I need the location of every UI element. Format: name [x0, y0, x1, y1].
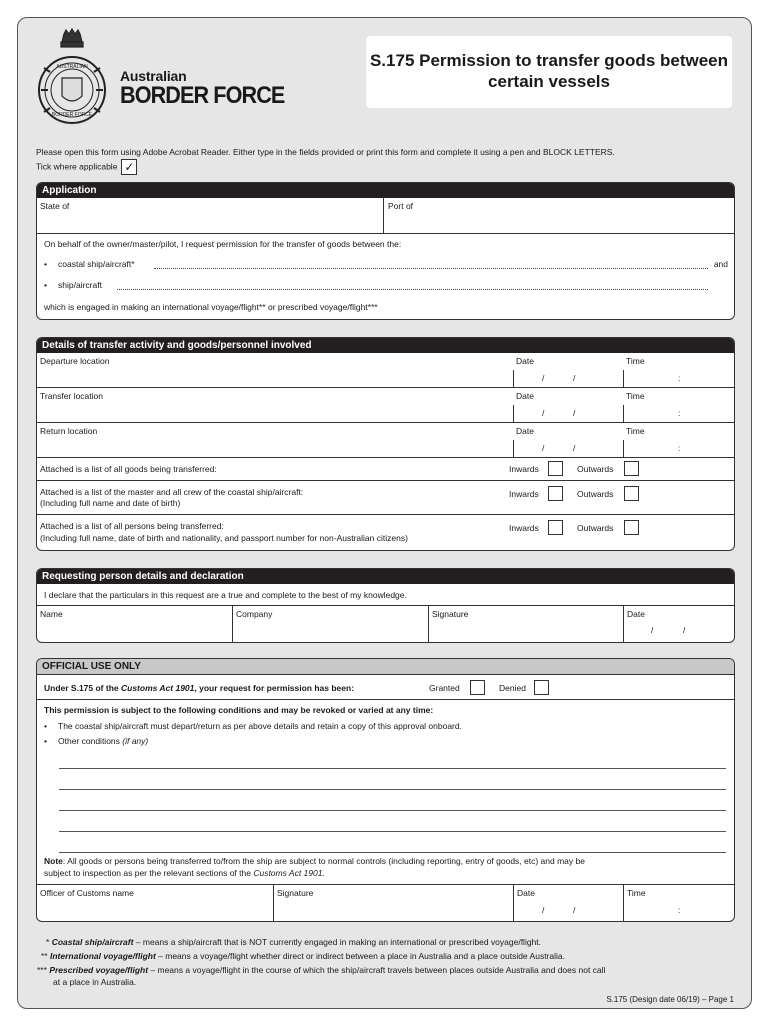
divider: [37, 387, 734, 388]
officer-name-field[interactable]: [37, 900, 272, 920]
persons-inwards-checkbox[interactable]: [548, 520, 563, 535]
time-separator: :: [678, 408, 681, 418]
persons-outwards-checkbox[interactable]: [624, 520, 639, 535]
footnote-prescribed: *** Prescribed voyage/flight – means a voyage/flight in the course of which the ship/aircraft travels between places outside Australia and does not call: [37, 965, 606, 975]
tick-example-checkbox: ✓: [121, 159, 137, 175]
intro-text: Please open this form using Adobe Acrobat Reader. Either type in the fields provided or print this form and complete it using a pen and BLOCK LETTERS. Tick where applicable ✓: [36, 147, 615, 174]
details-section: [36, 337, 735, 551]
date-separator: /: [683, 625, 686, 635]
and-label: and: [713, 259, 728, 269]
time-label: Time: [626, 356, 645, 366]
officer-signature-label: Signature: [277, 888, 314, 898]
svg-text:AUSTRALIAN: AUSTRALIAN: [56, 64, 88, 70]
officer-signature-field[interactable]: [274, 900, 512, 920]
note-text: Note: All goods or persons being transferred to/from the ship are subject to normal controls (including reporting, entry of goods, etc) and may be: [44, 856, 585, 866]
date-label: Date: [516, 356, 534, 366]
application-section: [36, 182, 735, 320]
permission-status-text: Under S.175 of the Customs Act 1901, your request for permission has been:: [44, 683, 355, 693]
footnote-prescribed-2: at a place in Australia.: [53, 977, 137, 987]
date-separator: /: [542, 443, 545, 453]
conditions-line[interactable]: [59, 852, 726, 853]
brand-line2: BORDER FORCE: [120, 82, 285, 109]
signature-label: Signature: [432, 609, 469, 619]
date-label: Date: [516, 426, 534, 436]
attach-crew-label: Attached is a list of the master and all crew of the coastal ship/aircraft:: [40, 487, 304, 497]
conditions-heading: This permission is subject to the following conditions and may be revoked or varied at any time:: [44, 705, 434, 715]
behalf-text: On behalf of the owner/master/pilot, I request permission for the transfer of goods between the:: [44, 239, 402, 249]
official-date-field[interactable]: [514, 900, 622, 920]
section-header: OFFICIAL USE ONLY: [37, 659, 734, 675]
conditions-line[interactable]: [59, 789, 726, 790]
inwards-label: Inwards: [509, 464, 539, 474]
granted-checkbox[interactable]: [470, 680, 485, 695]
attach-persons-label: Attached is a list of all persons being transferred:: [40, 521, 224, 531]
inwards-label: Inwards: [509, 489, 539, 499]
conditions-line[interactable]: [59, 810, 726, 811]
officer-name-label: Officer of Customs name: [40, 888, 134, 898]
date-separator: /: [542, 905, 545, 915]
return-time-field[interactable]: [624, 440, 732, 458]
brand-line1: Australian: [120, 68, 187, 84]
return-location-label: Return location: [40, 426, 98, 436]
departure-location-label: Departure location: [40, 356, 110, 366]
footnote-international: ** International voyage/flight – means a voyage/flight whether direct or indirect between a place in Australia and a place outside Australia.: [41, 951, 565, 961]
transfer-location-label: Transfer location: [40, 391, 103, 401]
engaged-text: which is engaged in making an international voyage/flight** or prescribed voyage/flight***: [44, 302, 378, 312]
departure-time-field[interactable]: [624, 370, 732, 388]
condition-1: The coastal ship/aircraft must depart/return as per above details and retain a copy of this approval onboard.: [58, 721, 462, 731]
conditions-line[interactable]: [59, 768, 726, 769]
outwards-label: Outwards: [577, 464, 614, 474]
conditions-line[interactable]: [59, 831, 726, 832]
divider: [37, 884, 734, 885]
coastal-ship-input[interactable]: [154, 268, 708, 269]
date-label: Date: [627, 609, 645, 619]
divider: [37, 514, 734, 515]
ship-input[interactable]: [117, 289, 708, 290]
outwards-label: Outwards: [577, 489, 614, 499]
date-separator: /: [651, 625, 654, 635]
bullet: •: [44, 721, 47, 731]
port-field[interactable]: [384, 198, 734, 233]
note-text-2: subject to inspection as per the relevant sections of the Customs Act 1901.: [44, 868, 325, 878]
transfer-location-field[interactable]: [37, 405, 507, 423]
port-label: Port of: [388, 201, 414, 211]
date-separator: /: [573, 373, 576, 383]
date-separator: /: [573, 905, 576, 915]
state-field[interactable]: [37, 198, 383, 233]
date-separator: /: [542, 408, 545, 418]
company-label: Company: [236, 609, 273, 619]
goods-inwards-checkbox[interactable]: [548, 461, 563, 476]
bullet: •: [44, 259, 47, 269]
transfer-date-field[interactable]: [514, 405, 622, 423]
inwards-label: Inwards: [509, 523, 539, 533]
divider: [37, 422, 734, 423]
svg-text:BORDER FORCE: BORDER FORCE: [51, 112, 93, 118]
declaration-section: [36, 568, 735, 643]
date-separator: /: [573, 408, 576, 418]
bullet: •: [44, 280, 47, 290]
denied-label: Denied: [499, 683, 526, 693]
page-footer: S.175 (Design date 06/19) – Page 1: [606, 995, 734, 1004]
section-header: Details of transfer activity and goods/personnel involved: [37, 338, 734, 353]
company-field[interactable]: [233, 621, 427, 641]
divider: [37, 480, 734, 481]
time-separator: :: [678, 905, 681, 915]
divider: [37, 233, 734, 234]
coastal-label: coastal ship/aircraft*: [58, 259, 135, 269]
ship-label: ship/aircraft: [58, 280, 102, 290]
time-separator: :: [678, 443, 681, 453]
divider: [37, 605, 734, 606]
return-date-field[interactable]: [514, 440, 622, 458]
state-label: State of: [40, 201, 70, 211]
crest-logo: [36, 28, 108, 130]
declaration-date-field[interactable]: [624, 621, 733, 641]
attach-crew-note: (Including full name and date of birth): [40, 498, 181, 508]
date-separator: /: [542, 373, 545, 383]
return-location-field[interactable]: [37, 440, 507, 458]
date-label: Date: [517, 888, 535, 898]
section-header: Requesting person details and declaration: [37, 569, 734, 584]
time-label: Time: [626, 426, 645, 436]
crew-inwards-checkbox[interactable]: [548, 486, 563, 501]
name-field[interactable]: [37, 621, 231, 641]
attach-goods-label: Attached is a list of all goods being transferred:: [40, 464, 217, 474]
condition-2: Other conditions (if any): [58, 736, 149, 746]
denied-checkbox[interactable]: [534, 680, 549, 695]
transfer-time-field[interactable]: [624, 405, 732, 423]
divider: [37, 457, 734, 458]
time-label: Time: [626, 391, 645, 401]
granted-label: Granted: [429, 683, 460, 693]
goods-outwards-checkbox[interactable]: [624, 461, 639, 476]
date-separator: /: [573, 443, 576, 453]
time-label: Time: [627, 888, 646, 898]
attach-persons-note: (Including full name, date of birth and nationality, and passport number for non-Australian citizens): [40, 533, 408, 543]
footnote-coastal: * Coastal ship/aircraft – means a ship/aircraft that is NOT currently engaged in making an international or prescribed voyage/flight.: [46, 937, 542, 947]
time-separator: :: [678, 373, 681, 383]
signature-field[interactable]: [429, 621, 622, 641]
official-use-section: [36, 658, 735, 922]
divider: [37, 699, 734, 700]
section-header: Application: [37, 183, 734, 198]
departure-location-field[interactable]: [37, 370, 507, 388]
outwards-label: Outwards: [577, 523, 614, 533]
declaration-text: I declare that the particulars in this request are a true and complete to the best of my knowledge.: [44, 590, 407, 600]
departure-date-field[interactable]: [514, 370, 622, 388]
crew-outwards-checkbox[interactable]: [624, 486, 639, 501]
official-time-field[interactable]: [624, 900, 733, 920]
form-title: S.175 Permission to transfer goods between certain vessels: [366, 36, 732, 108]
date-label: Date: [516, 391, 534, 401]
name-label: Name: [40, 609, 63, 619]
bullet: •: [44, 736, 47, 746]
